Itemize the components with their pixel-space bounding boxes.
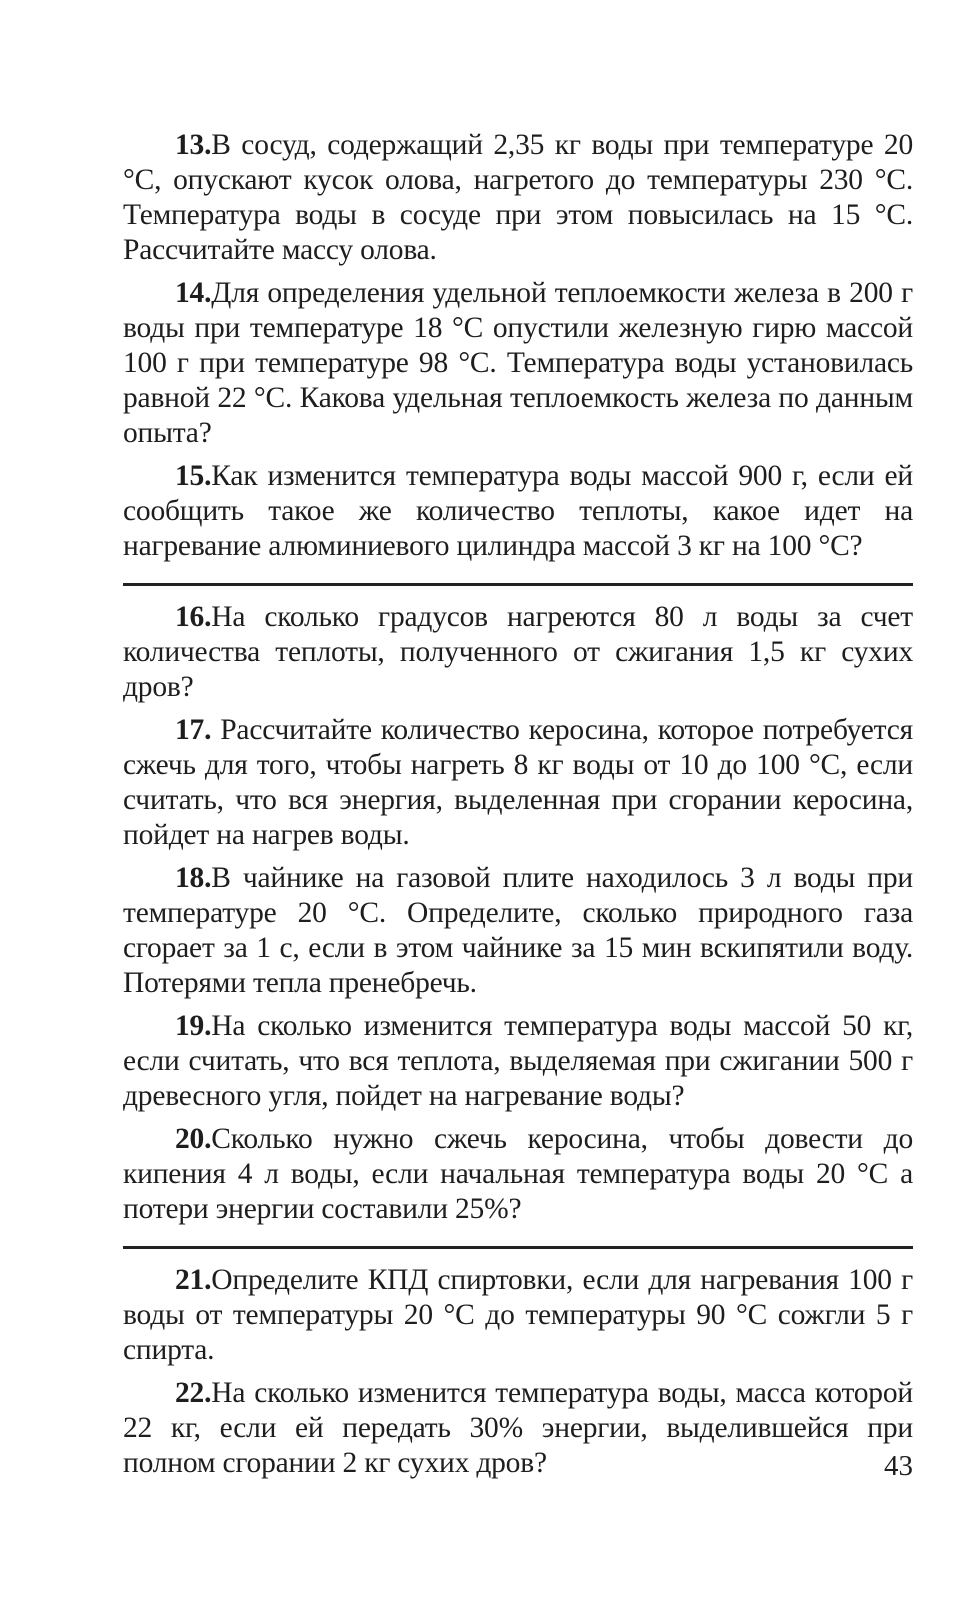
problem-number: 22. bbox=[175, 1377, 212, 1409]
problem-16 bbox=[123, 600, 913, 705]
problem-section-2 bbox=[123, 600, 913, 1227]
problem-18 bbox=[123, 861, 913, 1001]
problem-text: Для определения удельной теплоемкости железа в 200 г воды при температуре 18 °С опустили железную гирю массой 100 г при температуре 98 °С. Температура воды установилась равной 22 °С. Какова удельная теплоемкость железа по данным опыта? bbox=[123, 277, 913, 449]
problem-17 bbox=[123, 713, 913, 853]
problem-14 bbox=[123, 276, 913, 451]
problem-15 bbox=[123, 459, 913, 564]
problem-text: На сколько градусов нагреются 80 л воды за счет количества теплоты, полученного от сжигания 1,5 кг сухих дров? bbox=[123, 601, 913, 703]
problem-number: 21. bbox=[175, 1264, 212, 1296]
problem-text: На сколько изменится температура воды, масса которой 22 кг, если ей передать 30% энергии, выделившейся при полном сгорании 2 кг сухих дров? bbox=[123, 1377, 913, 1479]
problem-number: 15. bbox=[175, 460, 212, 492]
problem-text: Сколько нужно сжечь керосина, чтобы довести до кипения 4 л воды, если начальная температура воды 20 °С а потери энергии составили 25%? bbox=[123, 1123, 913, 1225]
problem-text: Определите КПД спиртовки, если для нагревания 100 г воды от температуры 20 °С до температуры 90 °С сожгли 5 г спирта. bbox=[123, 1264, 913, 1366]
problem-section-1 bbox=[123, 128, 913, 564]
problem-text: В чайнике на газовой плите находилось 3 л воды при температуре 20 °С. Определите, сколько природного газа сгорает за 1 с, если в этом чайнике за 15 мин вскипятили воду. Потерями тепла пренебречь. bbox=[123, 862, 913, 999]
problem-text: В сосуд, содержащий 2,35 кг воды при температуре 20 °С, опускают кусок олова, нагретого до температуры 230 °С. Температура воды в сосуде при этом повысилась на 15 °С. Рассчитайте массу олова. bbox=[123, 129, 913, 266]
problem-13 bbox=[123, 128, 913, 268]
problem-text: На сколько изменится температура воды массой 50 кг, если считать, что вся теплота, выделяемая при сжигании 500 г древесного угля, пойдет на нагревание воды? bbox=[123, 1010, 913, 1112]
problem-number: 17. bbox=[175, 714, 212, 746]
problem-number: 19. bbox=[175, 1010, 212, 1042]
problem-section-3 bbox=[123, 1263, 913, 1481]
section-divider bbox=[123, 1246, 913, 1249]
problem-text: Рассчитайте количество керосина, которое потребуется сжечь для того, чтобы нагреть 8 кг воды от 10 до 100 °С, если считать, что вся энергия, выделенная при сгорании керосина, пойдет на нагрев воды. bbox=[123, 714, 913, 851]
problem-text: Как изменится температура воды массой 900 г, если ей сообщить такое же количество теплоты, какое идет на нагревание алюминиевого цилиндра массой 3 кг на 100 °С? bbox=[123, 460, 913, 562]
page-content bbox=[123, 128, 913, 1481]
problem-22 bbox=[123, 1376, 913, 1481]
problem-number: 13. bbox=[175, 129, 212, 161]
problem-21 bbox=[123, 1263, 913, 1368]
section-divider bbox=[123, 583, 913, 586]
problem-number: 14. bbox=[175, 277, 212, 309]
page-number: 43 bbox=[884, 1450, 913, 1482]
problem-number: 16. bbox=[175, 601, 212, 633]
problem-number: 20. bbox=[175, 1123, 212, 1155]
problem-19 bbox=[123, 1009, 913, 1114]
problem-20 bbox=[123, 1122, 913, 1227]
problem-number: 18. bbox=[175, 862, 212, 894]
